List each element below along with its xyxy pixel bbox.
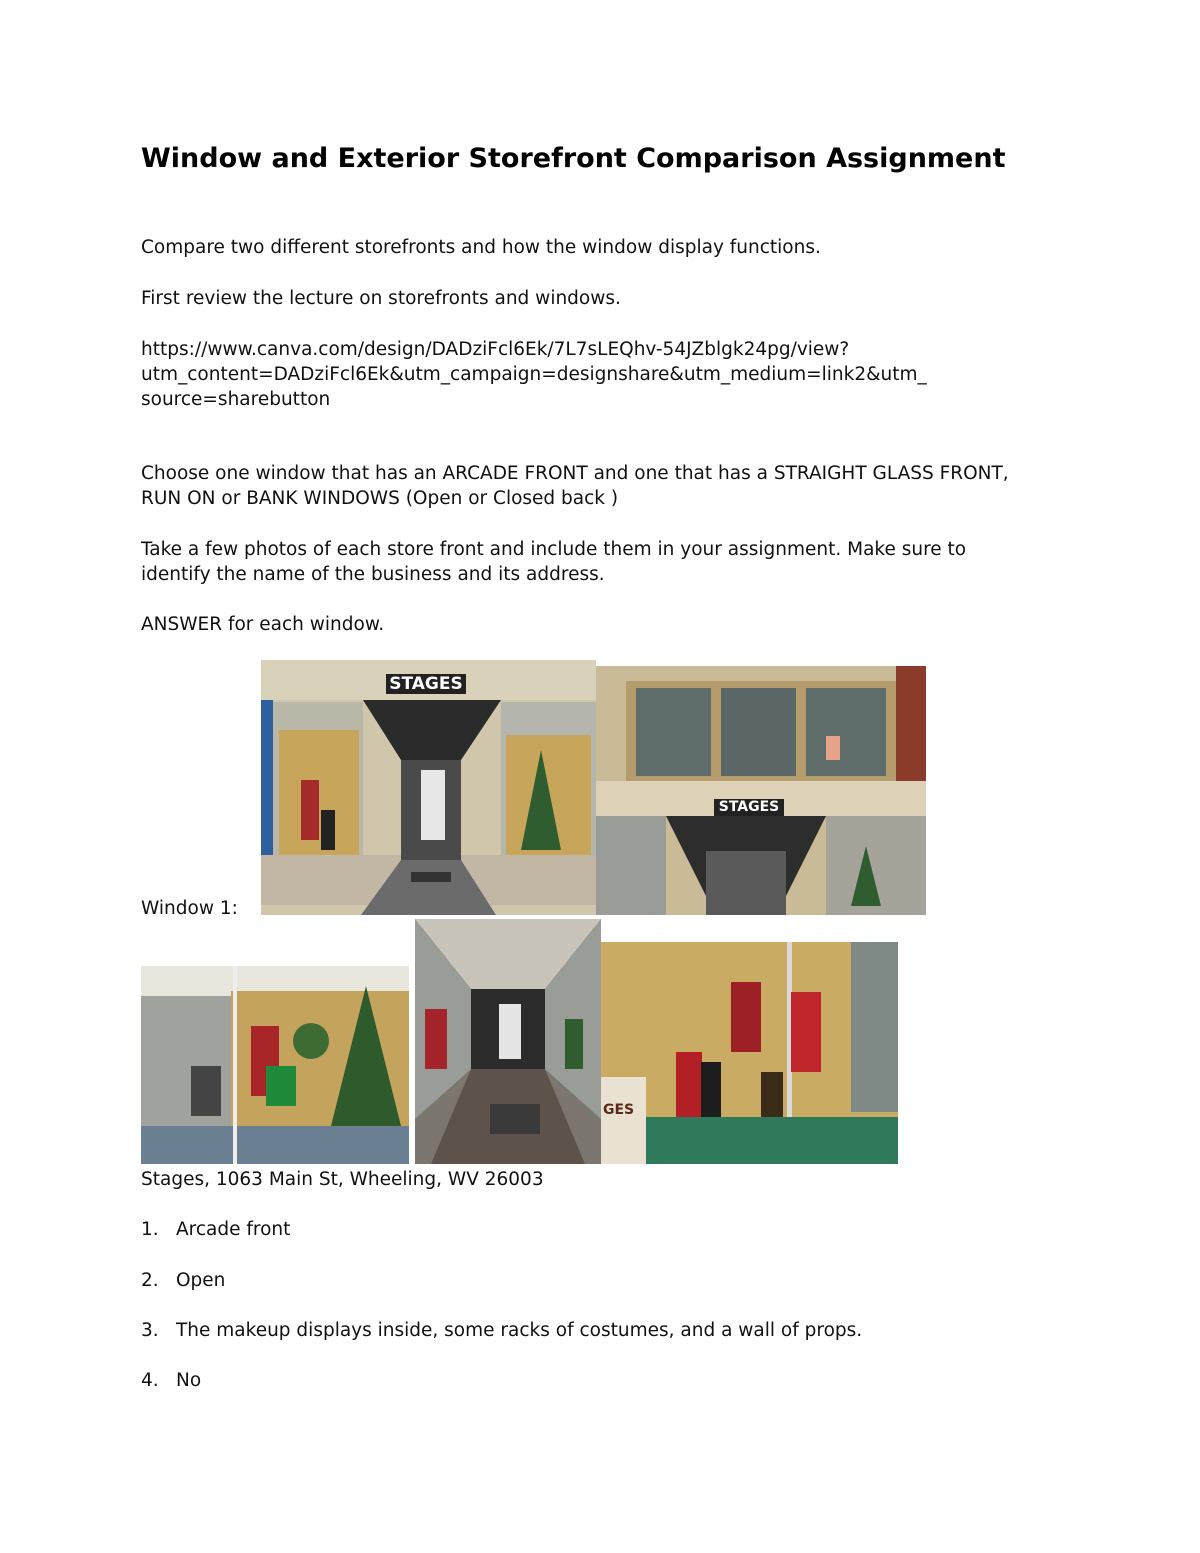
window-label: Window 1: [141,898,238,919]
choose-paragraph: Choose one window that has an ARCADE FRONT and one that has a STRAIGHT GLASS FRONT, RUN ON or BANK WINDOWS (Open or Closed back ) [141,463,1009,509]
canva-link[interactable]: https://www.canva.com/design/DADziFcl6Ek/7L7sLEQhv-54JZblgk24pg/view? utm_content=DADziFcl6Ek&utm_campaign=designshare&utm_medium=link2&utm_ source=sharebutton [141,339,927,410]
storefront-facade-photo [596,666,926,915]
list-item: 1. Arcade front [141,1219,291,1240]
answer-instruction: ANSWER for each window. [141,614,385,635]
stages-poster-fragment: GES [603,1102,635,1118]
intro-paragraph: Compare two different storefronts and how the window display functions. [141,237,821,258]
stages-sign: STAGES [386,674,466,694]
window-display-tree-photo [141,966,409,1164]
costume-display-photo [601,942,898,1164]
stages-sign-facade: STAGES [714,799,784,816]
list-item: 3. The makeup displays inside, some racks of costumes, and a wall of props. [141,1320,863,1341]
arcade-walkway-photo [415,919,601,1164]
list-item: 2. Open [141,1270,226,1291]
list-item: 4. No [141,1370,202,1391]
photos-paragraph: Take a few photos of each store front and include them in your assignment. Make sure to identify the name of the business and its address. [141,539,967,585]
store-address: Stages, 1063 Main St, Wheeling, WV 26003 [141,1169,544,1190]
storefront-arcade-photo [261,660,596,915]
review-paragraph: First review the lecture on storefronts and windows. [141,288,621,309]
page-title: Window and Exterior Storefront Comparison Assignment [141,143,1006,174]
